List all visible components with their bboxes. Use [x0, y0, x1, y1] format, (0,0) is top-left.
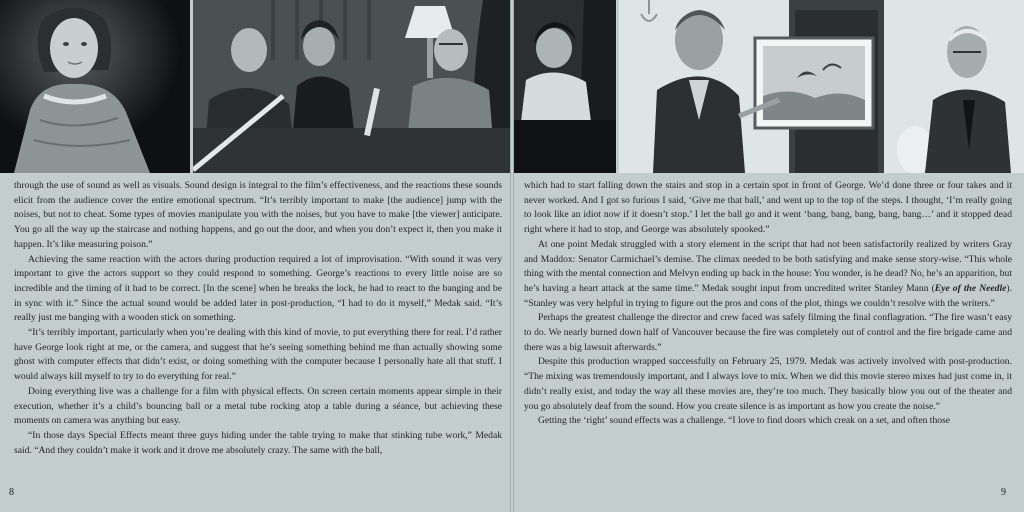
paragraph-text: At one point Medak struggled with a story element in the script that had not been satisfactorily realized by writers Gray and Maddox: Senator Carmichael’s demise. The climax needed to be both satisfying and make sense story-wise. “This whole thing with the mental connection and Melvyn ending up back in the house: You wonder, is he dead? No, he’s an apparition, but he’s having a heart attack at the same time.” Medak sought input from uncredited writer Stanley Mann (: [524, 238, 1012, 294]
right-page-body: [524, 179, 1012, 429]
paragraph-text: ). “Stanley was very helpful in trying to figure out the pros and cons of the plot, things we couldn’t resolve with the writers.”: [524, 282, 1012, 309]
paragraph: which had to start falling down the stairs and stop in a certain spot in front of George. We’d done three or four takes and it never worked. And I got so furious I said, ‘Give me that ball,’ and went up to the top of the steps. I thought, ‘I’m really going to look like an idiot now if it doesn’t stop.’ I let the ball go and it went ‘bang, bang, bang, bang, bang…’ and it stopped dead right where it had to stop, and George was absolutely spooked.”: [524, 180, 1012, 236]
photo-girl-portrait: [0, 0, 190, 173]
film-title: Eye of the Needle: [934, 282, 1007, 294]
paragraph: “It’s terribly important, particularly when you’re dealing with this kind of movie, to put everything there for real. I’d rather have George look right at me, or the camera, and suggest that he’s seeing something behind me than actually showing some ghost with computer effects that didn’t exist, or doing something with the computer because I personally hate all that stuff. I would always kill myself to try to do everything for real.”: [14, 327, 502, 383]
photo-seance-table: [193, 0, 510, 173]
page-number: 8: [9, 487, 14, 498]
paragraph: Achieving the same reaction with the actors during production required a lot of improvisation. “With sound it was very important to give the actors support so they could respond to something. George’s reactions to every little noise are so incredible and the timing of it had to be correct. [In the scene] when he breaks the lock, he had to react to the banging and be in sync with it.” Since the actual sound would be added later in post-production, “I had to do it myself,” Medak said. “It’s really just me banging with a wooden stick on something.: [14, 253, 502, 324]
right-page: [514, 0, 1024, 512]
paragraph: Despite this production wrapped successfully on February 25, 1979. Medak was actively involved with post-production. “The mixing was tremendously important, and I always love to mix. When we did this movie stereo mixes had just come in, it didn’t really exist, and today the way all these movies are, they’re too much. They basically blow you out of the theater and you go absolutely deaf from the sound. How you create silence is as important as how you create the noise.”: [524, 356, 1012, 412]
paragraph: Perhaps the greatest challenge the director and crew faced was safely filming the final conflagration. “The fire wasn’t easy to do. We nearly burned down half of Vancouver because the fire was completely out of control and the fire brigade came and there was a big lawsuit afterwards.”: [524, 312, 1012, 353]
page-number: 9: [1001, 487, 1006, 498]
left-page-body: [14, 179, 502, 458]
paragraph: “In those days Special Effects meant three guys hiding under the table trying to make that stinking tube work,” Medak said. “And they couldn’t make it work and it drove me absolutely crazy. The same with the ball,: [14, 429, 502, 456]
paragraph: [524, 238, 1012, 312]
paragraph: through the use of sound as well as visuals. Sound design is integral to the film’s effectiveness, and the reactions these sounds elicit from the audience cover the entire emotional spectrum. “It’s terribly important to make [the audience] jump with the noises, but not to cheat. Some types of movies manipulate you with the noises, but you have to make [the viewer] anticipate. You go all the way up the staircase and nothing happens, and go out the door, and when you don’t expect it, then you make it happen. It’s like measuring poison.”: [14, 180, 502, 250]
photo-woman-at-table: [514, 0, 616, 173]
photo-men-with-painting: [619, 0, 1024, 173]
left-page: [0, 0, 510, 512]
paragraph: Doing everything live was a challenge for a film with physical effects. On screen certain moments appear simple in their execution, whether it’s a child’s bouncing ball or a metal tube rocking atop a table during a séance, but achieving these moments on camera was anything but easy.: [14, 385, 502, 427]
paragraph: Getting the ‘right’ sound effects was a challenge. “I love to find doors which creak on a set, and often those: [538, 415, 951, 427]
